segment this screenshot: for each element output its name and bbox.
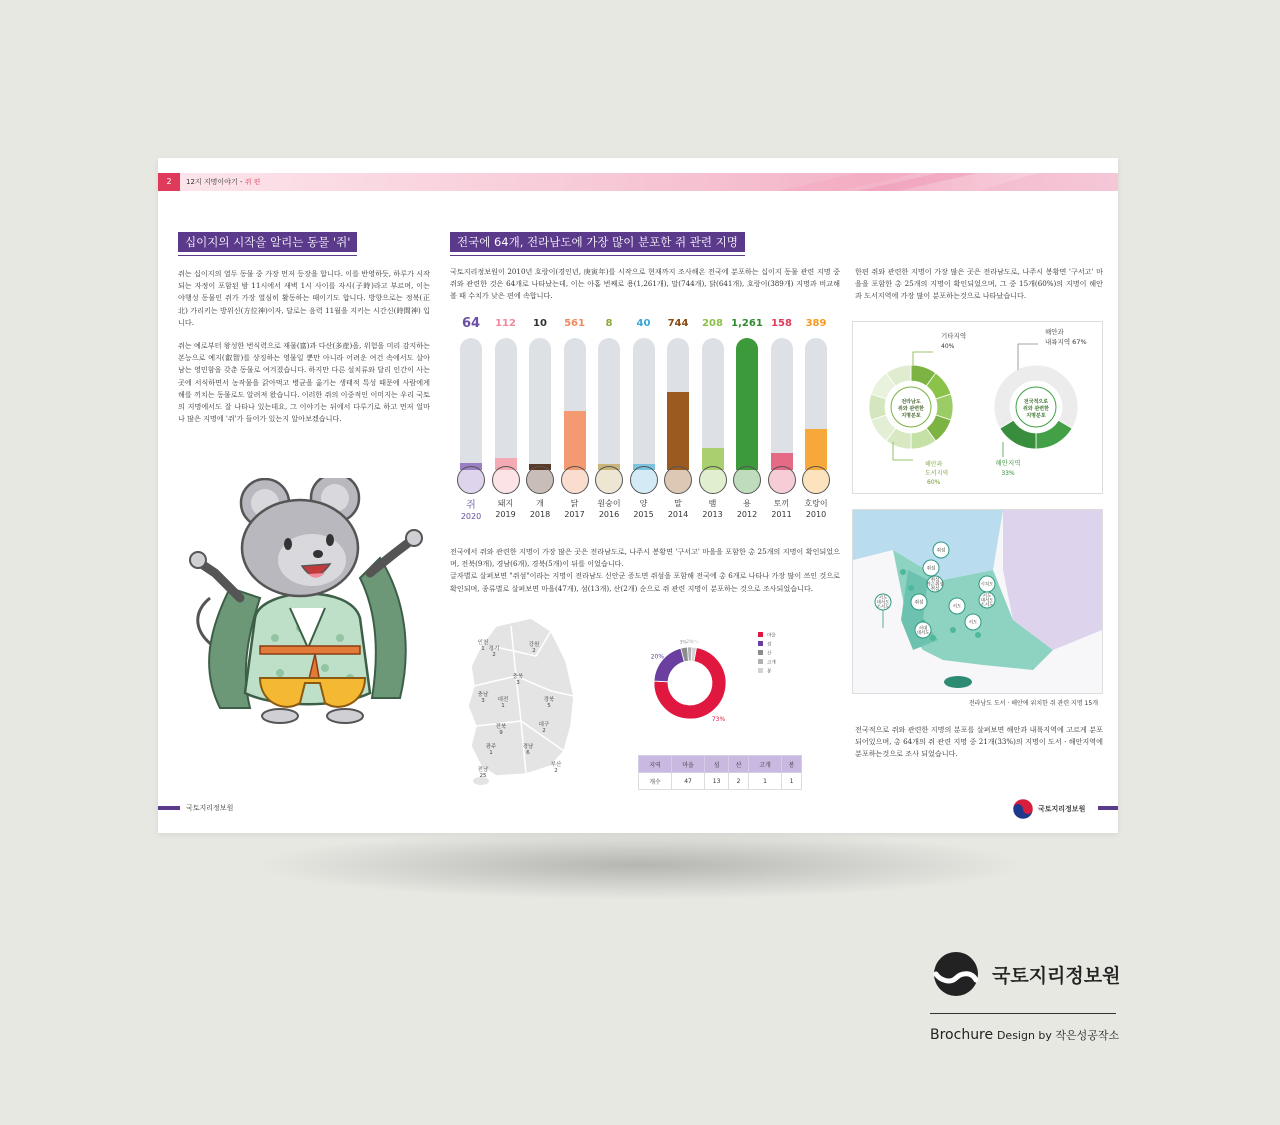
table-cell: 47: [672, 773, 705, 790]
donut2-title-line: 쥐와 관련한: [1023, 406, 1049, 412]
donut1-leader: [913, 352, 933, 365]
donut2-title-line: 지명분포: [1026, 413, 1046, 419]
map-pin-label: 대서도: [876, 600, 890, 606]
zodiac-animal-icon: [526, 466, 554, 494]
donut1-value-2: 60%: [927, 479, 941, 486]
map-region-label: 전북 9: [495, 724, 507, 736]
map-pin-label: 서도: [968, 620, 978, 626]
bar-fill: [736, 338, 758, 470]
donut-value-label: 2%: [691, 640, 699, 646]
brochure-page: [158, 158, 1118, 833]
header-topic: 쥐 편: [244, 178, 261, 186]
jeonnam-coastal-map: [853, 510, 1102, 693]
footer-org-right: 국토지리정보원: [1038, 805, 1086, 813]
table-header-cell: 마을: [672, 756, 705, 773]
donut1-title-line: 전라남도: [901, 399, 921, 405]
map-pin-label: 대서도: [916, 630, 930, 636]
map-region-label: 광주 1: [485, 744, 497, 756]
legend-swatch: [758, 650, 763, 655]
map-pin-label: 서도: [952, 604, 962, 610]
section2-title: 전국에 64개, 전라남도에 가장 많이 분포한 쥐 관련 지명: [450, 232, 745, 252]
bar-value-label: 40: [636, 318, 651, 329]
regional-distribution-donuts: [853, 322, 1102, 493]
donut-value-label: 20%: [650, 653, 665, 661]
bar-category-label: 용: [743, 499, 751, 508]
bar-year-label: 2020: [460, 512, 482, 521]
map-pin-label: 쥐섬: [936, 548, 946, 554]
section3-paragraph2: 전국적으로 쥐와 관련한 지명의 분포를 살펴보면 해안과 내륙지역에 고르게 분포되어있으며, 총 64개의 쥐 관련 지명 중 21개(33%)의 지명이 도서 · 해안지역에 분포하는것으로 조사 되었습니다.: [855, 725, 1103, 759]
map-region-label: 대구 2: [538, 722, 550, 734]
bar-year-label: 2014: [667, 510, 689, 519]
bar-category-label: 호랑이: [804, 499, 828, 508]
bar-track: [667, 338, 689, 470]
bar-year-label: 2011: [771, 510, 792, 519]
bar-category-label: 뱀: [708, 499, 717, 508]
section3-paragraph1: 한편 쥐와 관련한 지명이 가장 많은 곳은 전라남도로, 나주시 봉황면 '구서고' 마을을 포함한 총 25개의 지명이 확인되었으며, 그 중 15개(60%)의 지명이 해안과 도서지역에 가장 많이 분포하는것으로 나타났습니다.: [855, 267, 1103, 301]
donut1-title-line: 쥐와 관련한: [898, 406, 924, 412]
bar-year-label: 2015: [633, 510, 654, 519]
zodiac-animal-icon: [492, 466, 520, 494]
bar-year-label: 2010: [805, 510, 827, 519]
brand-divider: [930, 1013, 1116, 1014]
donut-value-label: 73%: [711, 716, 726, 724]
bar-category-label: 토끼: [773, 499, 790, 508]
legend-label: 산: [767, 651, 772, 657]
bar-value-label: 10: [533, 318, 547, 329]
zodiac-animal-icon: [630, 466, 658, 494]
legend-swatch: [758, 641, 763, 646]
brand-logo-icon: [932, 950, 980, 998]
credit-main: Brochure: [930, 1027, 994, 1043]
map-region-label: 경기 2: [488, 646, 500, 658]
bar-fill: [564, 411, 586, 470]
credit-sub: Design by 작은성공작소: [996, 1029, 1120, 1042]
donut1-title-line: 지명분포: [901, 413, 921, 419]
section2-body: 전국에서 쥐와 관련한 지명이 가장 많은 곳은 전라남도로, 나주시 봉황면 '구서고' 마을을 포함한 총 25개의 지명이 확인되었으며, 전북(9개), 경남(6개), 경북(5개)이 뒤를 이었습니다. 글자별로 살펴보면 "쥐섬"이라는 지명이 전라남도 신안군 증도면 쥐섬을 포함해 전국에 총 6개로 나타나 가장 많이 쓰인 것으로 확인되며, 종류별로 살펴보면 마을(47개), 섬(13개), 산(2개) 순으로 쥐 관련 지명이 분포하는 것으로 조사되었습니다.: [450, 547, 840, 593]
place-type-donut-chart: [638, 628, 798, 738]
map-region-label: 대전 1: [497, 697, 509, 709]
bar-value-label: 208: [702, 318, 723, 329]
bar-category-label: 원숭이: [597, 499, 621, 508]
taegeuk-logo-icon: [1012, 798, 1034, 820]
section2-intro: 국토지리정보원이 2010년 호랑이(경인년, 庚寅年)를 시작으로 현재까지 조사해온 전국에 분포하는 십이지 동물 관련 지명 중 쥐와 관련한 것은 64개로 나타났는데, 이는 아홉 번째로 용(1,261개), 말(744개), 닭(641개), 호랑이(389개) 지명과 비교해 볼 때 수치가 낮은 편에 속합니다.: [450, 267, 840, 301]
bar-fill: [805, 429, 827, 470]
jeonnam-coastal-map-box: [852, 509, 1103, 694]
brand-credit: [930, 1027, 1119, 1043]
legend-label: 봉: [767, 669, 772, 675]
zodiac-animal-icon: [561, 466, 589, 494]
bar-track: [771, 338, 793, 470]
bar-track: [805, 338, 827, 470]
map-pin-label: 서도: [878, 596, 888, 601]
bar-value-label: 112: [495, 318, 516, 329]
map-region-label: 강원 2: [528, 642, 540, 654]
bar-year-label: 2012: [736, 510, 758, 519]
bar-year-label: 2013: [702, 510, 723, 519]
section1-paragraph1: 쥐는 십이지의 열두 동물 중 가장 먼저 등장을 합니다. 이를 반영하듯, 하루가 시작되는 자정이 포함된 밤 11시에서 새벽 1시 사이를 자시(子時)라고 부르며, 이는 야행성 동물인 쥐가 가장 열심히 활동하는 때이기도 합니다. 방향으로는 정북(正北) 가리키는 방위신(方位神)이자, 달로는 음력 11월을 지키는 시간신(時間神) 입니다.: [178, 269, 430, 327]
bar-track: [460, 338, 482, 470]
donut2-label-1b: 내륙지역 67%: [1045, 338, 1087, 346]
legend-swatch: [758, 668, 763, 673]
table-header-cell: 섬: [705, 756, 729, 773]
bar-category-label: 쥐: [466, 500, 476, 511]
brand-name: 국토지리정보원: [992, 965, 1121, 987]
distribution-donuts-box: [852, 321, 1103, 494]
zodiac-animal-icon: [733, 466, 761, 494]
table-cell: 1: [749, 773, 782, 790]
donut-value-label: 3%: [679, 640, 687, 646]
donut1-value-1: 40%: [941, 343, 955, 350]
map-pin-label: 소서도: [876, 605, 890, 610]
map-region-label: 전남 25: [477, 767, 489, 779]
page-header: [158, 173, 1118, 191]
header-pattern: [158, 173, 1118, 191]
map-pin-label: 작은쥐섬: [926, 582, 944, 588]
table-header-row: [639, 756, 802, 773]
donut2-value-2: 33%: [1001, 470, 1015, 477]
map-pin-label: 대서도: [980, 598, 994, 604]
map-region-label: 충남 3: [477, 692, 489, 704]
map-pin-label: 쥐섬: [930, 587, 940, 592]
bar-value-label: 561: [564, 318, 585, 329]
legend-label: 섬: [767, 642, 772, 648]
footer-bar-right: [1098, 806, 1118, 810]
legend-swatch: [758, 659, 763, 664]
map-region-label: 부산 2: [550, 762, 562, 774]
bar-value-label: 8: [605, 318, 613, 329]
donut1-label-2: 해안과: [925, 461, 943, 468]
donut1-label-2b: 도서지역: [925, 470, 949, 477]
table-header-cell: 봉: [782, 756, 802, 773]
zodiac-animal-icon: [699, 466, 727, 494]
table-cell: 1: [782, 773, 802, 790]
bar-category-label: 돼지: [497, 499, 514, 508]
map-pin-label: 쥐섬: [930, 578, 940, 583]
bar-track: [598, 338, 620, 470]
footer-bar-left: [158, 806, 180, 810]
bar-year-label: 2016: [598, 510, 620, 519]
map-pin-label: 서대: [918, 626, 928, 632]
bar-value-label: 1,261: [731, 318, 763, 329]
bar-value-label: 744: [667, 318, 689, 329]
map-pin-label: 쥐섬: [914, 600, 924, 606]
bar-category-label: 말: [674, 499, 682, 508]
table-cell: 2: [729, 773, 749, 790]
footer-org-left: 국토지리정보원: [186, 804, 234, 812]
bar-track: [529, 338, 551, 470]
table-header-cell: 지역: [639, 756, 672, 773]
legend-label: 마을: [767, 633, 776, 639]
donut2-label-1: 해안과: [1045, 328, 1064, 336]
table-header-cell: 산: [729, 756, 749, 773]
bar-year-label: 2019: [495, 510, 516, 519]
bar-track: [495, 338, 517, 470]
section1-title: 십이지의 시작을 알리는 동물 '쥐': [178, 232, 357, 252]
donut-value-label: 2%: [686, 640, 694, 646]
bar-value-label: 158: [771, 318, 792, 329]
map-pin-label: 시치도: [980, 582, 994, 588]
bar-track: [633, 338, 655, 470]
place-type-table: [638, 755, 802, 790]
table-cell: 개수: [639, 773, 672, 790]
bar-category-label: 양: [639, 499, 648, 508]
section1-paragraph2: 쥐는 예로부터 왕성한 번식력으로 재물(富)과 다산(多産)을, 위험을 미리 감지하는 본능으로 예지(叡智)를 상징하는 영물일 뿐만 아니라 어려운 여건 속에서도 살아남는 영민함을 갖춘 동물로 여겨졌습니다. 하지만 다른 설치류와 달리 인간이 사는 곳에 서식하면서 농작물을 갉아먹고 병균을 옮기는 생태적 특성 때문에 사람에게 해를 끼치는 동물로도 알려져 왔습니다. 이러한 쥐의 이중적인 이미지는 우리 국토의 지명에서도 잘 나타나 있는데요, 그 이야기는 뒤에서 다루기로 하고 먼저 얼마나 많은 지명에 '쥐'가 들어가 있는지 알아보겠습니다.: [178, 341, 430, 424]
map-region-label: 경북 5: [543, 697, 555, 709]
bar-category-label: 닭: [570, 499, 579, 508]
zodiac-animal-icon: [802, 466, 830, 494]
mouse-character-illustration: [180, 478, 430, 733]
zodiac-animal-icon: [457, 466, 485, 494]
donut1-label-1: 기타지역: [941, 332, 967, 340]
bar-year-label: 2018: [529, 510, 551, 519]
bar-value-label: 64: [461, 316, 481, 331]
bar-track: [736, 338, 758, 470]
zodiac-bar-chart: [460, 316, 840, 526]
header-series: 12지 지명이야기 -: [186, 178, 245, 186]
legend-swatch: [758, 632, 763, 637]
table-cell: 13: [705, 773, 729, 790]
table-row: [639, 773, 802, 790]
bar-category-label: 개: [536, 499, 544, 508]
table-header-cell: 고개: [749, 756, 782, 773]
bar-value-label: 389: [805, 318, 827, 329]
donut2-label-2: 해안지역: [995, 459, 1021, 467]
map-region-label: 경남 6: [522, 744, 534, 756]
zodiac-animal-icon: [595, 466, 623, 494]
zodiac-animal-icon: [768, 466, 796, 494]
bar-year-label: 2017: [564, 510, 585, 519]
bar-fill: [667, 392, 689, 470]
map-region-label: 인천 1: [477, 640, 489, 652]
donut2-title-line: 전국적으로: [1023, 399, 1049, 405]
map-caption: 전라남도 도서 · 해안에 위치한 쥐 관련 지명 15개: [968, 700, 1098, 707]
map-pin-label: 쥐섬: [926, 566, 936, 572]
zodiac-animal-icon: [664, 466, 692, 494]
korea-region-map: [456, 616, 586, 786]
page-shadow: [250, 830, 1030, 900]
map-pin-label: 소서도: [980, 603, 994, 608]
bar-track: [564, 338, 586, 470]
legend-label: 고개: [767, 660, 776, 666]
map-region-label: 충북 3: [512, 674, 524, 686]
map-pin-label: 서도: [982, 594, 992, 599]
bar-track: [702, 338, 724, 470]
page-number: 2: [158, 173, 180, 191]
